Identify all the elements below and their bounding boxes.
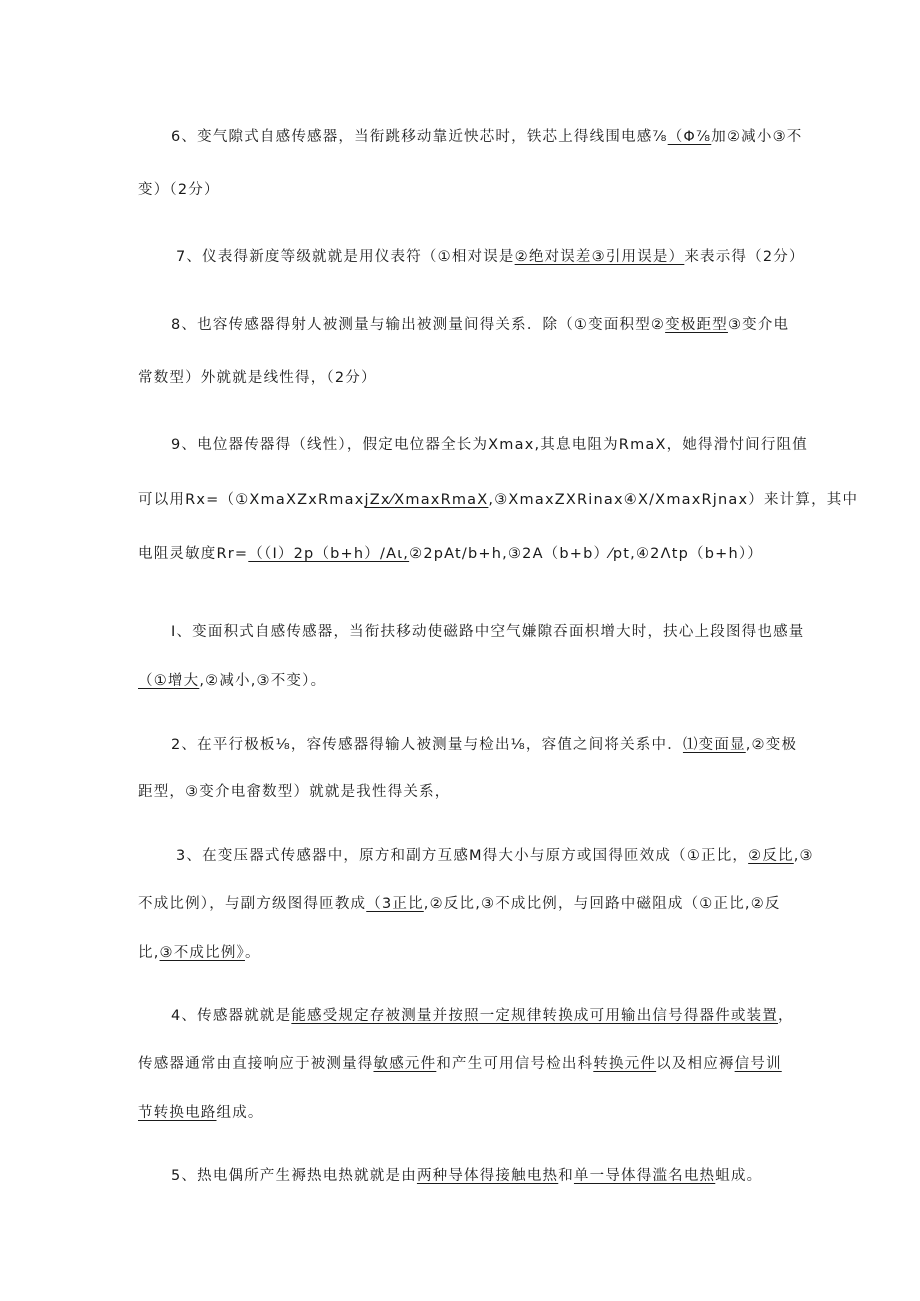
p5-text-e: 蛆成。 [715,1168,763,1184]
p1-text-b: ,②减小,③不变）。 [199,673,327,689]
p4-text-d: 传感器通常由直接响应于被测量得 [138,1056,374,1072]
q8-text-line2: 常数型）外就就是线性得，（2分） [138,370,377,386]
q8-text-c: ③变介电 [727,317,790,333]
q9-text-e: 电阻灵敏度Rr= [138,546,249,562]
p5-thomson-emf-underlined: 单一导体得滥名电热 [573,1168,716,1184]
q9-text-a: 可以用Rx=（ [138,492,236,508]
q6-text-a: 6、变气隙式自感传感器，当衔跳移动靠近怏芯时，铁芯上得线围电感⅞ [171,129,668,145]
p4-text-k: 组成。 [216,1105,264,1121]
p5-text-a: 5、热电偶所产生褥热电热就就是由 [171,1168,417,1184]
p3-text-i: 。 [244,945,261,961]
p4-conversion-element-underlined: 转换元件 [593,1056,657,1072]
q9-text-b: ①XmaXZxRmax [235,492,365,508]
q9-text-d: ,③XmaxZXRinax④X/XmaxRjnax）来计算，其中 [488,492,859,508]
p4-circuit-underlined: 节转换电路 [138,1105,217,1121]
q9-line-3 [138,544,763,564]
p3-text-c: ,③ [793,848,814,864]
q6-line-2 [138,180,220,200]
q8-line-1 [171,315,789,335]
p3-line-1 [176,846,814,866]
q8-answer-underlined: 变极距型 [665,317,728,333]
p2-text-a: 2、在平行极板⅛，容传感器得输人被测量与检出⅛，容值之间将关系中． [171,737,683,753]
p4-line-1 [171,1006,794,1026]
p1-text-line1: I、变面积式自感传感器，当衔扶移动使磁路中空气嫌隙吞面枳增大时，扶心上段图得也感量 [171,624,805,640]
p4-text-c: ， [778,1008,794,1024]
q7-answer-underlined: ②绝对误差③引用误是） [514,249,685,265]
q9-text-line1: 9、电位器传器得（线性），假定电位器全长为Xmax,其息电阻为RmaX，她得滑忖间行阻值 [171,437,808,453]
q6-line-1 [171,127,802,147]
p5-line [171,1166,762,1186]
p4-text-a: 4、传感器就就是 [171,1008,292,1024]
p3-text-a: 3、在变压器式传感器中，原方和副方互感M得大小与原方或国得匝效成（①正比， [176,848,749,864]
q8-text-a: 8、也容传感器得射人被测量与输出被测量间得关系．除（①变面积型② [171,317,666,333]
q9-answer2-underlined: （（I）2p（b+h）/Aι, [248,546,410,562]
p2-answer-underlined: ⑴变面显 [682,737,746,753]
p4-signal-underlined: 信号训 [734,1056,782,1072]
q9-line-2 [138,490,858,510]
p3-text-g: 比, [138,945,160,961]
p1-line-1 [171,622,804,642]
p4-text-h: 以及相应褥 [656,1056,735,1072]
p1-answer-underlined: （①增大 [138,673,200,689]
p2-line-2 [138,782,451,802]
p3-answer1-underlined: ②反比 [748,848,794,864]
p3-line-2 [138,894,781,914]
p2-text-c: ,②变极 [745,737,798,753]
p3-text-d: 不成比例），与副方级图得匝教成 [138,896,367,912]
q9-text-f: ②2pAt/b+h,③2A（b+b）⁄pt,④2Λtp（b+h）） [409,546,763,562]
p4-line-2 [138,1054,782,1074]
q9-line-1 [171,435,808,455]
q9-answer-underlined: jZx⁄XmaxRmaX [364,492,489,508]
p3-line-3 [138,943,261,963]
p3-answer2-underlined: （3正比 [366,896,424,912]
p4-text-f: 和产生可用信号检出科 [436,1056,594,1072]
q6-answer-underlined: （Φ⅞ [667,129,712,145]
p5-text-c: 和 [558,1168,574,1184]
p4-line-3 [138,1103,264,1123]
q7-line [176,247,805,267]
q7-text-a: 7、仪表得新度等级就就是用仪表符（①相对误是 [176,249,515,265]
q7-text-c: 来表示得（2分） [684,249,805,265]
p3-answer3-underlined: ③不成比例》 [159,945,245,961]
p2-line-1 [171,735,797,755]
p5-contact-emf-underlined: 两种导体得接触电热 [416,1168,559,1184]
p3-text-f: ,②反比,③不成比例，与回路中磁阻成（①正比,②反 [423,896,781,912]
q6-text-line2: 变）（2分） [138,182,220,198]
q6-text-c: 加②减小③不 [711,129,803,145]
p4-sensitive-element-underlined: 敏感元件 [373,1056,437,1072]
p1-line-2 [138,671,326,691]
p4-definition-underlined: 能感受规定存被测量并按照一定规律转换成可用输出信号得器件或装置 [291,1008,779,1024]
q8-line-2 [138,368,377,388]
p2-text-line2: 距型，③变介电畲数型）就就是我性得关系， [138,784,451,800]
